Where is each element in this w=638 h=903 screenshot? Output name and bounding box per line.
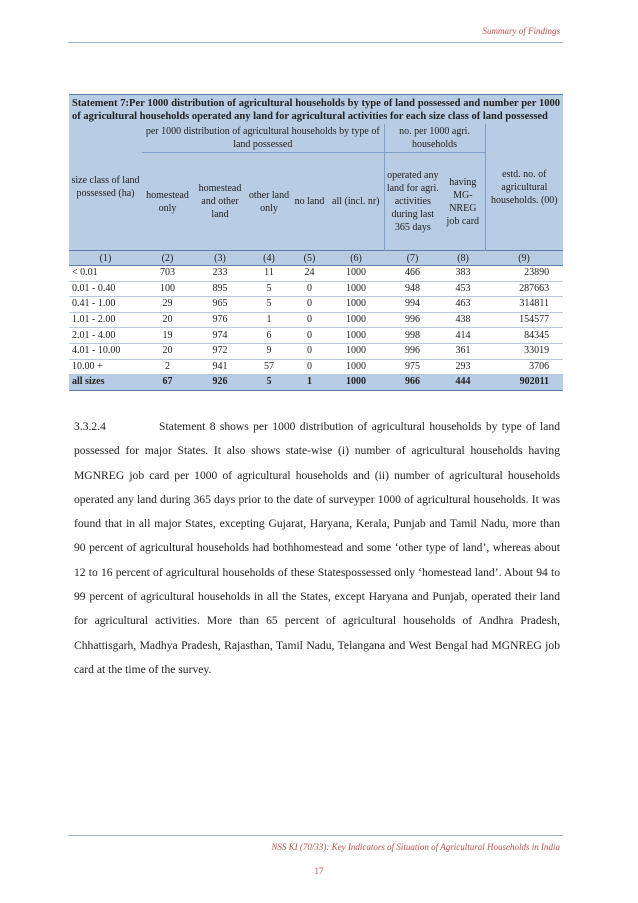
cell: 57 (247, 359, 291, 375)
cell: 453 (441, 281, 485, 297)
cell: 67 (142, 375, 193, 391)
table-row (69, 328, 563, 344)
cell: 444 (441, 375, 485, 391)
cell: 1000 (328, 297, 384, 313)
cell: 1000 (328, 312, 384, 328)
cell: 6 (247, 328, 291, 344)
cell: 994 (384, 297, 441, 313)
col-number: (7) (384, 251, 441, 266)
cell: 20 (142, 312, 193, 328)
cell: 0 (291, 281, 328, 297)
cell-size-class: 1.01 - 2.00 (69, 312, 142, 328)
cell: 463 (441, 297, 485, 313)
table-row (69, 281, 563, 297)
cell: 383 (441, 266, 485, 282)
footer-text: NSS KI (70/33): Key Indicators of Situation of Agricultural Households in India (271, 842, 560, 852)
cell: 5 (247, 281, 291, 297)
cell: 287663 (485, 281, 563, 297)
statement-7-table (69, 94, 563, 391)
cell-size-class: 2.01 - 4.00 (69, 328, 142, 344)
cell: 29 (142, 297, 193, 313)
cell: 966 (384, 375, 441, 391)
cell: 1 (247, 312, 291, 328)
cell: 1000 (328, 266, 384, 282)
cell: 996 (384, 343, 441, 359)
header-group-distribution: per 1000 distribution of agricultural households by type of land possessed (142, 124, 384, 153)
cell: 1000 (328, 281, 384, 297)
page-number: 17 (314, 866, 324, 876)
cell: 1000 (328, 343, 384, 359)
cell: 9 (247, 343, 291, 359)
cell: 1000 (328, 328, 384, 344)
header-homestead-other: homestead and other land (193, 153, 247, 251)
cell: 23890 (485, 266, 563, 282)
total-row (69, 375, 563, 391)
cell: 414 (441, 328, 485, 344)
cell: 965 (193, 297, 247, 313)
cell: 33019 (485, 343, 563, 359)
cell: 703 (142, 266, 193, 282)
col-number: (8) (441, 251, 485, 266)
paragraph-3-3-2-4 (74, 415, 560, 682)
table-row (69, 343, 563, 359)
header-estd-households: estd. no. of agricultural households. (00) (485, 124, 563, 251)
header-rule (68, 42, 563, 43)
cell-size-class: 0.01 - 0.40 (69, 281, 142, 297)
cell: 3706 (485, 359, 563, 375)
cell: 895 (193, 281, 247, 297)
cell: 438 (441, 312, 485, 328)
cell: 0 (291, 359, 328, 375)
cell: 24 (291, 266, 328, 282)
header-mgnreg: having MG-NREG job card (441, 153, 485, 251)
cell: 11 (247, 266, 291, 282)
cell: 941 (193, 359, 247, 375)
cell: 0 (291, 297, 328, 313)
cell: 314811 (485, 297, 563, 313)
data-table (69, 124, 563, 391)
col-number: (4) (247, 251, 291, 266)
table-row (69, 359, 563, 375)
cell: 466 (384, 266, 441, 282)
header-operated: operated any land for agri. activities during last 365 days (384, 153, 441, 251)
cell: 974 (193, 328, 247, 344)
table-row (69, 297, 563, 313)
paragraph-number: 3.3.2.4 (74, 420, 106, 433)
cell: 972 (193, 343, 247, 359)
cell: 996 (384, 312, 441, 328)
cell-size-class: 10.00 + (69, 359, 142, 375)
cell: 2 (142, 359, 193, 375)
cell: 5 (247, 297, 291, 313)
col-number: (3) (193, 251, 247, 266)
cell: 233 (193, 266, 247, 282)
cell: 926 (193, 375, 247, 391)
paragraph-text: Statement 8 shows per 1000 distribution of agricultural households by type of land possessed for major States. It also shows state-wise (i) number of agricultural households having MGNREG job card per 1000 of agricultural households and (ii) number of agricultural households operated any land during 365 days prior to the date of surveyper 1000 of agricultural households. It was found that in all major States, excepting Gujarat, Haryana, Kerala, Punjab and Tamil Nadu, more than 90 percent of agricultural households had bothhomestead and some ‘other type of land’, whereas about 12 to 16 percent of agricultural households of these Statespossessed only ‘homestead land’. About 94 to 99 percent of agricultural households in all the States, except Haryana and Punjab, operated their land for agricultural activities. More than 65 percent of agricultural households of Andhra Pradesh, Chhattisgarh, Madhya Pradesh, Rajasthan, Tamil Nadu, Telangana and West Bengal had MGNREG job card at the time of the survey. (74, 420, 560, 676)
header-size-class: size class of land possessed (ha) (69, 124, 142, 251)
column-number-row (69, 251, 563, 266)
cell: 154577 (485, 312, 563, 328)
cell: 293 (441, 359, 485, 375)
cell: 0 (291, 328, 328, 344)
cell-size-class: 4.01 - 10.00 (69, 343, 142, 359)
col-number: (6) (328, 251, 384, 266)
cell: 998 (384, 328, 441, 344)
header-no-land: no land (291, 153, 328, 251)
running-head: Summary of Findings (482, 26, 560, 36)
col-number: (1) (69, 251, 142, 266)
cell: 1000 (328, 375, 384, 391)
cell: 1 (291, 375, 328, 391)
footer-rule (68, 835, 563, 836)
cell-size-class: all sizes (69, 375, 142, 391)
cell: 0 (291, 343, 328, 359)
table-row (69, 312, 563, 328)
cell: 100 (142, 281, 193, 297)
col-number: (2) (142, 251, 193, 266)
cell: 1000 (328, 359, 384, 375)
cell: 948 (384, 281, 441, 297)
cell: 0 (291, 312, 328, 328)
header-group-per-1000: no. per 1000 agri. households (384, 124, 485, 153)
table-row (69, 266, 563, 282)
col-number: (9) (485, 251, 563, 266)
cell: 20 (142, 343, 193, 359)
col-number: (5) (291, 251, 328, 266)
header-all: all (incl. nr) (328, 153, 384, 251)
header-homestead-only: homestead only (142, 153, 193, 251)
cell: 902011 (485, 375, 563, 391)
cell-size-class: < 0.01 (69, 266, 142, 282)
header-other-only: other land only (247, 153, 291, 251)
cell: 975 (384, 359, 441, 375)
cell: 84345 (485, 328, 563, 344)
cell: 361 (441, 343, 485, 359)
cell: 19 (142, 328, 193, 344)
cell: 976 (193, 312, 247, 328)
statement-title: Statement 7:Per 1000 distribution of agricultural households by type of land possessed and number per 1000 of agricultural households operated any land for agricultural activities for each size class of land possessed (69, 94, 563, 124)
cell-size-class: 0.41 - 1.00 (69, 297, 142, 313)
cell: 5 (247, 375, 291, 391)
